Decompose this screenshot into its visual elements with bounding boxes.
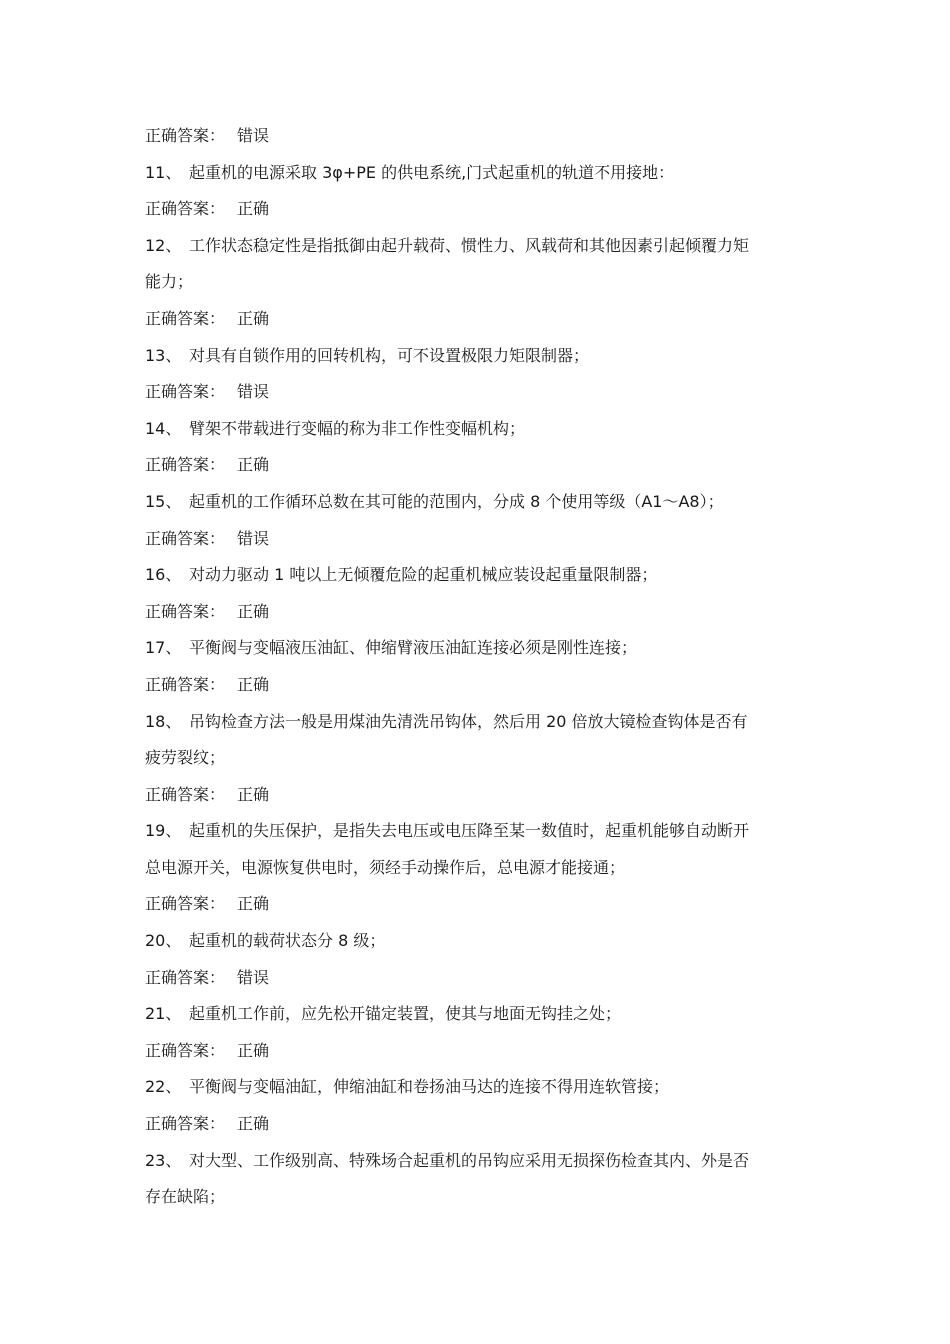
- answer-label: 正确答案：: [145, 601, 226, 621]
- answer-label: 正确答案：: [145, 784, 226, 804]
- question-line: [145, 996, 810, 1033]
- question-number: 23、: [145, 1150, 182, 1170]
- answer-label: 正确答案：: [145, 1040, 226, 1060]
- question-line: [145, 1143, 810, 1180]
- question-line: [145, 484, 810, 521]
- question-continuation: 疲劳裂纹；: [145, 748, 226, 768]
- answer-line: [145, 447, 810, 484]
- question-text: 吊钩检查方法一般是用煤油先清洗吊钩体，然后用 20 倍放大镜检查钩体是否有: [189, 711, 748, 731]
- answer-line: [145, 667, 810, 704]
- question-number: 15、: [145, 491, 182, 511]
- answer-value: 正确: [237, 601, 270, 621]
- question-text: 起重机的电源采取 3φ+PE 的供电系统,门式起重机的轨道不用接地：: [189, 162, 675, 182]
- answer-line: [145, 191, 810, 228]
- answer-value: 错误: [237, 967, 270, 987]
- answer-line: [145, 118, 810, 155]
- question-number: 16、: [145, 565, 182, 585]
- question-number: 21、: [145, 1004, 182, 1024]
- answer-label: 正确答案：: [145, 894, 226, 914]
- answer-label: 正确答案：: [145, 308, 226, 328]
- answer-label: 正确答案：: [145, 674, 226, 694]
- answer-value: 正确: [237, 674, 270, 694]
- question-number: 17、: [145, 638, 182, 658]
- question-number: 22、: [145, 1077, 182, 1097]
- answer-label: 正确答案：: [145, 455, 226, 475]
- question-line: [145, 923, 810, 960]
- answer-value: 错误: [237, 126, 270, 145]
- question-text: 工作状态稳定性是指抵御由起升载荷、惯性力、风载荷和其他因素引起倾覆力矩: [189, 235, 750, 255]
- question-number: 11、: [145, 162, 182, 182]
- answer-line: [145, 960, 810, 997]
- answer-value: 正确: [237, 784, 270, 804]
- question-text: 起重机的工作循环总数在其可能的范围内，分成 8 个使用等级（A1～A8）；: [189, 491, 724, 511]
- question-continuation: 总电源开关，电源恢复供电时，须经手动操作后，总电源才能接通；: [145, 857, 626, 877]
- question-text: 起重机的失压保护，是指失去电压或电压降至某一数值时，起重机能够自动断开: [189, 821, 750, 841]
- question-text: 起重机的载荷状态分 8 级；: [189, 931, 386, 951]
- answer-value: 错误: [237, 528, 270, 548]
- answer-value: 正确: [237, 1040, 270, 1060]
- question-continuation: 能力；: [145, 272, 194, 292]
- question-line: [145, 411, 810, 448]
- question-number: 18、: [145, 711, 182, 731]
- answer-line: [145, 521, 810, 558]
- answer-line: [145, 594, 810, 631]
- answer-value: 正确: [237, 455, 270, 475]
- answer-line: [145, 374, 810, 411]
- answer-value: 正确: [237, 894, 270, 914]
- question-number: 20、: [145, 931, 182, 951]
- answer-line: [145, 301, 810, 338]
- answer-label: 正确答案：: [145, 126, 226, 145]
- question-number: 13、: [145, 345, 182, 365]
- question-text: 对大型、工作级别高、特殊场合起重机的吊钩应采用无损探伤检查其内、外是否: [189, 1150, 750, 1170]
- answer-line: [145, 1106, 810, 1143]
- question-text: 平衡阀与变幅油缸，伸缩油缸和卷扬油马达的连接不得用连软管接；: [189, 1077, 670, 1097]
- question-line: [145, 630, 810, 667]
- question-text: 对动力驱动 1 吨以上无倾覆危险的起重机械应装设起重量限制器；: [189, 565, 658, 585]
- question-line: [145, 228, 810, 265]
- question-line: [145, 155, 810, 192]
- answer-label: 正确答案：: [145, 1114, 226, 1134]
- answer-line: [145, 886, 810, 923]
- question-text: 臂架不带载进行变幅的称为非工作性变幅机构；: [189, 418, 526, 438]
- answer-line: [145, 1033, 810, 1070]
- question-number: 14、: [145, 418, 182, 438]
- question-line: [145, 813, 810, 850]
- question-number: 19、: [145, 821, 182, 841]
- answer-value: 正确: [237, 1114, 270, 1134]
- question-line: [145, 704, 810, 741]
- question-line: [145, 338, 810, 375]
- question-line: [145, 557, 810, 594]
- question-number: 12、: [145, 235, 182, 255]
- answer-label: 正确答案：: [145, 199, 226, 219]
- answer-label: 正确答案：: [145, 382, 226, 402]
- answer-value: 正确: [237, 308, 270, 328]
- question-text: 起重机工作前，应先松开锚定装置，使其与地面无钩挂之处；: [189, 1004, 622, 1024]
- answer-label: 正确答案：: [145, 967, 226, 987]
- answer-line: [145, 777, 810, 814]
- question-line: [145, 1069, 810, 1106]
- question-text: 平衡阀与变幅液压油缸、伸缩臂液压油缸连接必须是刚性连接；: [189, 638, 638, 658]
- document-page: [145, 118, 810, 1216]
- question-text: 对具有自锁作用的回转机构，可不设置极限力矩限制器；: [189, 345, 590, 365]
- answer-value: 正确: [237, 199, 270, 219]
- answer-value: 错误: [237, 382, 270, 402]
- answer-label: 正确答案：: [145, 528, 226, 548]
- question-continuation: 存在缺陷；: [145, 1187, 226, 1207]
